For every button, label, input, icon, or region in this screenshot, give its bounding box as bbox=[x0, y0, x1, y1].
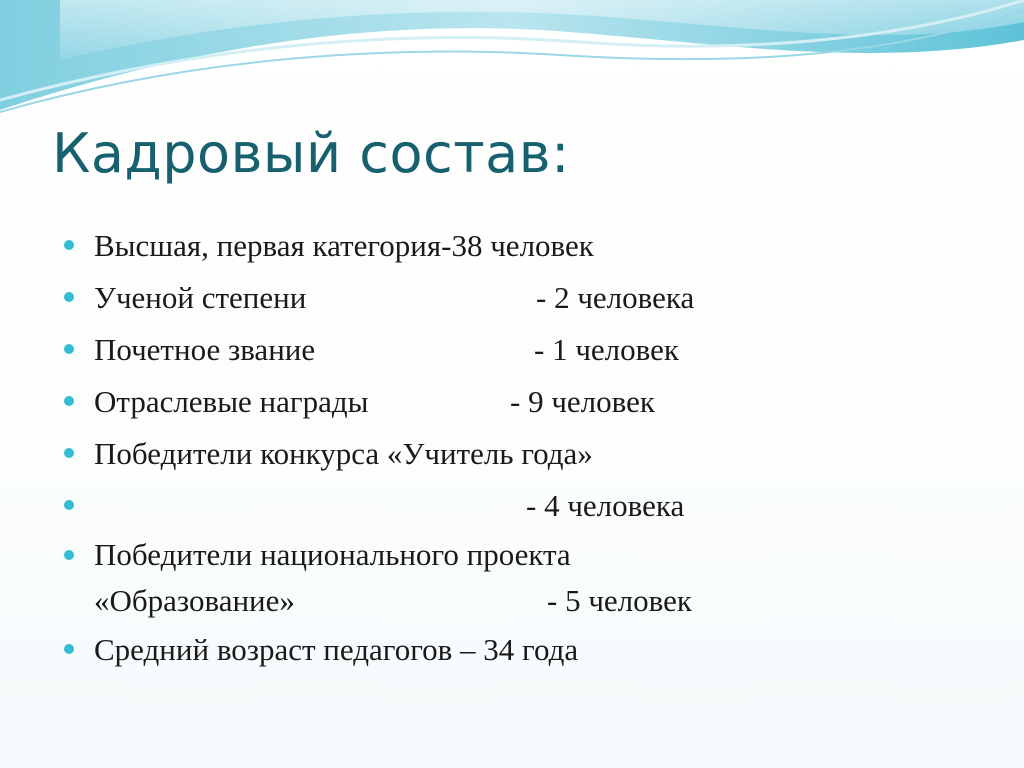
bullet-icon bbox=[64, 550, 74, 560]
list-item bbox=[62, 220, 992, 272]
bullet-icon bbox=[64, 644, 74, 654]
item-count: - 5 человек bbox=[547, 583, 692, 618]
header-wave-decoration bbox=[0, 0, 1024, 130]
bullet-icon bbox=[64, 344, 74, 354]
bullet-icon bbox=[64, 500, 74, 510]
item-label: Ученой степени bbox=[94, 280, 307, 315]
item-count: - 4 человека bbox=[526, 488, 685, 523]
list-item bbox=[62, 624, 992, 676]
item-label: Победители конкурса «Учитель года» bbox=[94, 436, 593, 471]
list-item bbox=[62, 428, 992, 480]
item-label: Почетное звание bbox=[94, 332, 316, 367]
bullet-icon bbox=[64, 396, 74, 406]
slide-title: Кадровый состав: bbox=[52, 122, 570, 185]
staff-list bbox=[62, 220, 992, 676]
list-item bbox=[62, 480, 992, 532]
list-item bbox=[62, 272, 992, 324]
list-item bbox=[62, 532, 992, 624]
item-count: - 1 человек bbox=[534, 332, 679, 367]
bullet-icon bbox=[64, 448, 74, 458]
item-label-line2: «Образование» bbox=[94, 583, 295, 618]
item-count: - 9 человек bbox=[510, 384, 655, 419]
list-item bbox=[62, 324, 992, 376]
item-label: Победители национального проекта bbox=[94, 537, 571, 572]
item-label: Средний возраст педагогов – 34 года bbox=[94, 632, 579, 667]
item-label: Отраслевые награды bbox=[94, 384, 369, 419]
item-count: - 2 человека bbox=[536, 280, 695, 315]
list-item bbox=[62, 376, 992, 428]
bullet-icon bbox=[64, 292, 74, 302]
bullet-icon bbox=[64, 240, 74, 250]
item-label: Высшая, первая категория-38 человек bbox=[94, 228, 594, 263]
